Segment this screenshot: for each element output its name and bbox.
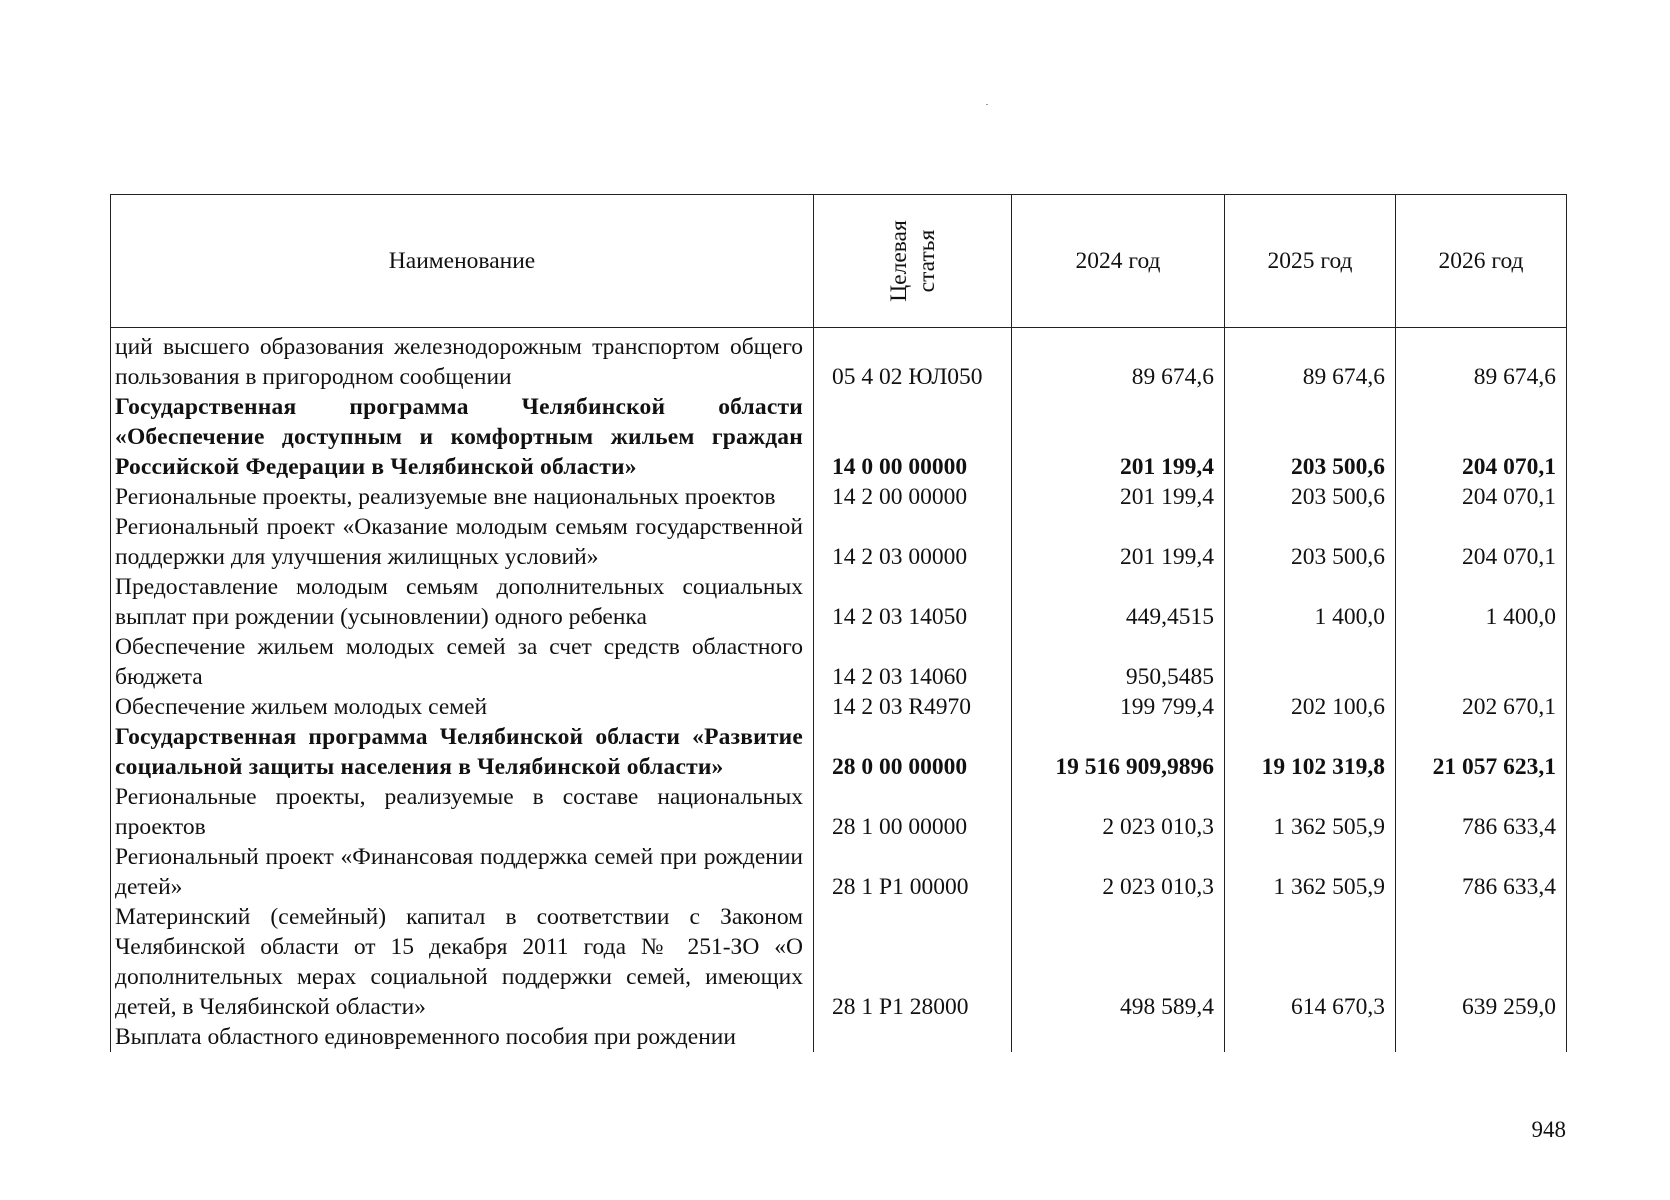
cell-2025 <box>1225 1022 1396 1052</box>
cell-code: 14 2 03 R4970 <box>814 692 1012 722</box>
cell-name: Материнский (семейный) капитал в соответствии с Законом Челябинской области от 15 декабря 2011 года № 251-ЗО «О дополнительных мерах социальной поддержки семей, имеющих детей, в Челябинской области» <box>111 902 814 1022</box>
table-row <box>111 482 1567 512</box>
header-name: Наименование <box>111 195 814 328</box>
cell-2025: 1 400,0 <box>1225 572 1396 632</box>
cell-2024: 199 799,4 <box>1012 692 1225 722</box>
cell-2024: 19 516 909,9896 <box>1012 722 1225 782</box>
table-row <box>111 392 1567 482</box>
table-row <box>111 512 1567 572</box>
cell-2026: 204 070,1 <box>1396 482 1567 512</box>
cell-name: Государственная программа Челябинской области «Обеспечение доступным и комфортным жильем граждан Российской Федерации в Челябинской области» <box>111 392 814 482</box>
table-row <box>111 692 1567 722</box>
cell-name: Предоставление молодым семьям дополнительных социальных выплат при рождении (усыновлении) одного ребенка <box>111 572 814 632</box>
cell-name: Региональные проекты, реализуемые в составе национальных проектов <box>111 782 814 842</box>
cell-2024: 2 023 010,3 <box>1012 842 1225 902</box>
cell-2026: 21 057 623,1 <box>1396 722 1567 782</box>
table-body <box>111 328 1567 1053</box>
cell-2025: 614 670,3 <box>1225 902 1396 1022</box>
cell-2026 <box>1396 1022 1567 1052</box>
cell-2024: 201 199,4 <box>1012 512 1225 572</box>
cell-code: 05 4 02 ЮЛ050 <box>814 328 1012 393</box>
cell-2026: 786 633,4 <box>1396 782 1567 842</box>
table-row <box>111 632 1567 692</box>
cell-2025: 1 362 505,9 <box>1225 782 1396 842</box>
header-code <box>814 195 1012 328</box>
cell-code: 28 0 00 00000 <box>814 722 1012 782</box>
cell-2025: 202 100,6 <box>1225 692 1396 722</box>
cell-name: Выплата областного единовременного пособия при рождении <box>111 1022 814 1052</box>
cell-2025: 19 102 319,8 <box>1225 722 1396 782</box>
cell-2026: 202 670,1 <box>1396 692 1567 722</box>
cell-2025: 203 500,6 <box>1225 392 1396 482</box>
table-row <box>111 328 1567 393</box>
cell-name: Региональный проект «Финансовая поддержка семей при рождении детей» <box>111 842 814 902</box>
cell-name: Региональный проект «Оказание молодым семьям государственной поддержки для улучшения жилищных условий» <box>111 512 814 572</box>
cell-2026: 89 674,6 <box>1396 328 1567 393</box>
cell-2024: 2 023 010,3 <box>1012 782 1225 842</box>
cell-2024: 950,5485 <box>1012 632 1225 692</box>
cell-code: 28 1 P1 28000 <box>814 902 1012 1022</box>
cell-2026: 204 070,1 <box>1396 512 1567 572</box>
table-row <box>111 782 1567 842</box>
table-row <box>111 902 1567 1022</box>
cell-2026: 1 400,0 <box>1396 572 1567 632</box>
cell-code <box>814 1022 1012 1052</box>
cell-2024: 89 674,6 <box>1012 328 1225 393</box>
header-code-line2: статья <box>913 229 940 293</box>
cell-name: Региональные проекты, реализуемые вне национальных проектов <box>111 482 814 512</box>
cell-2026 <box>1396 632 1567 692</box>
cell-code: 28 1 P1 00000 <box>814 842 1012 902</box>
scan-speck <box>986 104 988 105</box>
cell-name: Государственная программа Челябинской области «Развитие социальной защиты населения в Челябинской области» <box>111 722 814 782</box>
table-row <box>111 1022 1567 1052</box>
cell-code: 14 2 03 14050 <box>814 572 1012 632</box>
cell-2025: 89 674,6 <box>1225 328 1396 393</box>
cell-2025: 1 362 505,9 <box>1225 842 1396 902</box>
table-row <box>111 722 1567 782</box>
budget-table-container <box>110 194 1566 1052</box>
cell-name: Обеспечение жильем молодых семей за счет средств областного бюджета <box>111 632 814 692</box>
cell-name: Обеспечение жильем молодых семей <box>111 692 814 722</box>
header-2024: 2024 год <box>1012 195 1225 328</box>
cell-2024: 201 199,4 <box>1012 482 1225 512</box>
cell-2025 <box>1225 632 1396 692</box>
cell-2024: 498 589,4 <box>1012 902 1225 1022</box>
budget-table <box>110 194 1567 1052</box>
cell-name: ций высшего образования железнодорожным транспортом общего пользования в пригородном сообщении <box>111 328 814 393</box>
cell-code: 14 2 03 14060 <box>814 632 1012 692</box>
cell-2026: 639 259,0 <box>1396 902 1567 1022</box>
cell-code: 14 0 00 00000 <box>814 392 1012 482</box>
header-2025: 2025 год <box>1225 195 1396 328</box>
table-row <box>111 572 1567 632</box>
header-code-line1: Целевая <box>885 220 912 302</box>
cell-2024 <box>1012 1022 1225 1052</box>
cell-2024: 449,4515 <box>1012 572 1225 632</box>
cell-code: 28 1 00 00000 <box>814 782 1012 842</box>
table-row <box>111 842 1567 902</box>
cell-2025: 203 500,6 <box>1225 482 1396 512</box>
table-header-row <box>111 195 1567 328</box>
cell-2026: 786 633,4 <box>1396 842 1567 902</box>
cell-2026: 204 070,1 <box>1396 392 1567 482</box>
cell-2025: 203 500,6 <box>1225 512 1396 572</box>
page-number: 948 <box>1531 1117 1566 1142</box>
header-2026: 2026 год <box>1396 195 1567 328</box>
cell-code: 14 2 03 00000 <box>814 512 1012 572</box>
cell-2024: 201 199,4 <box>1012 392 1225 482</box>
cell-code: 14 2 00 00000 <box>814 482 1012 512</box>
